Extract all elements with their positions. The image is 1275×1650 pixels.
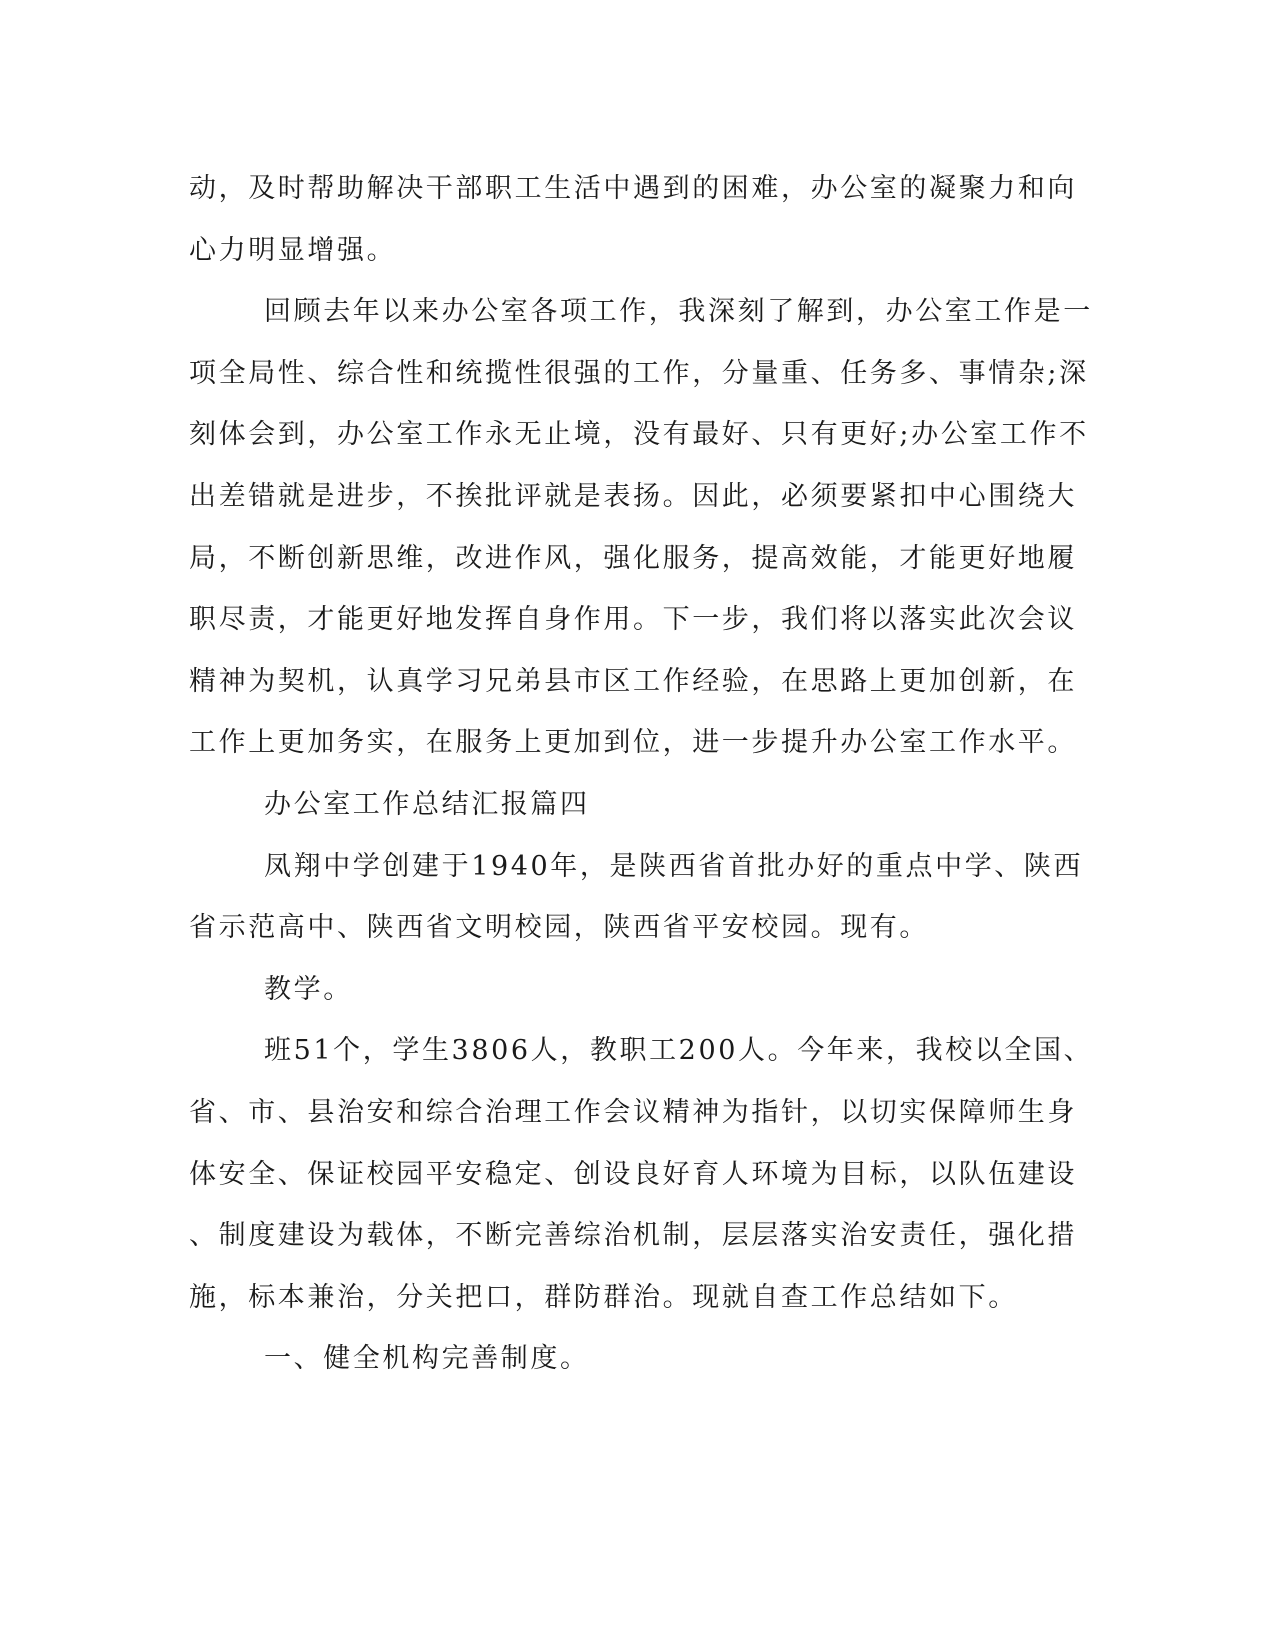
text-line: 刻体会到，办公室工作永无止境，没有最好、只有更好;办公室工作不 bbox=[189, 419, 1089, 451]
section-heading: 一、健全机构完善制度。 bbox=[264, 1343, 590, 1375]
text-line: 精神为契机，认真学习兄弟县市区工作经验，在思路上更加创新，在 bbox=[189, 665, 1077, 697]
text-line: 动，及时帮助解决干部职工生活中遇到的困难，办公室的凝聚力和向 bbox=[189, 173, 1077, 204]
paragraph-start-line: 回顾去年以来办公室各项工作，我深刻了解到，办公室工作是一 bbox=[264, 296, 1093, 328]
paragraph-start-line: 教学。 bbox=[264, 973, 353, 1005]
text-line: 施，标本兼治，分关把口，群防群治。现就自查工作总结如下。 bbox=[189, 1281, 1018, 1313]
text-line: 局，不断创新思维，改进作风，强化服务，提高效能，才能更好地履 bbox=[189, 542, 1077, 574]
text-line: 体安全、保证校园平安稳定、创设良好育人环境为目标，以队伍建设 bbox=[189, 1158, 1077, 1190]
text-line: 省、市、县治安和综合治理工作会议精神为指针，以切实保障师生身 bbox=[189, 1096, 1077, 1128]
text-line: 省示范高中、陕西省文明校园，陕西省平安校园。现有。 bbox=[189, 912, 929, 944]
text-line: 、制度建设为载体，不断完善综治机制，层层落实治安责任，强化措 bbox=[189, 1220, 1077, 1252]
text-line: 职尽责，才能更好地发挥自身作用。下一步，我们将以落实此次会议 bbox=[189, 604, 1077, 636]
paragraph-start-line: 凤翔中学创建于1940年，是陕西省首批办好的重点中学、陕西 bbox=[264, 850, 1084, 882]
paragraph-start-line: 班51个，学生3806人，教职工200人。今年来，我校以全国、 bbox=[264, 1035, 1094, 1067]
section-heading: 办公室工作总结汇报篇四 bbox=[264, 788, 590, 820]
text-line: 心力明显增强。 bbox=[189, 234, 397, 266]
text-line: 出差错就是进步，不挨批评就是表扬。因此，必须要紧扣中心围绕大 bbox=[189, 480, 1077, 512]
text-line: 项全局性、综合性和统揽性很强的工作，分量重、任务多、事情杂;深 bbox=[189, 357, 1089, 389]
document-body bbox=[189, 158, 1094, 1390]
text-line: 工作上更加务实，在服务上更加到位，进一步提升办公室工作水平。 bbox=[189, 727, 1077, 759]
